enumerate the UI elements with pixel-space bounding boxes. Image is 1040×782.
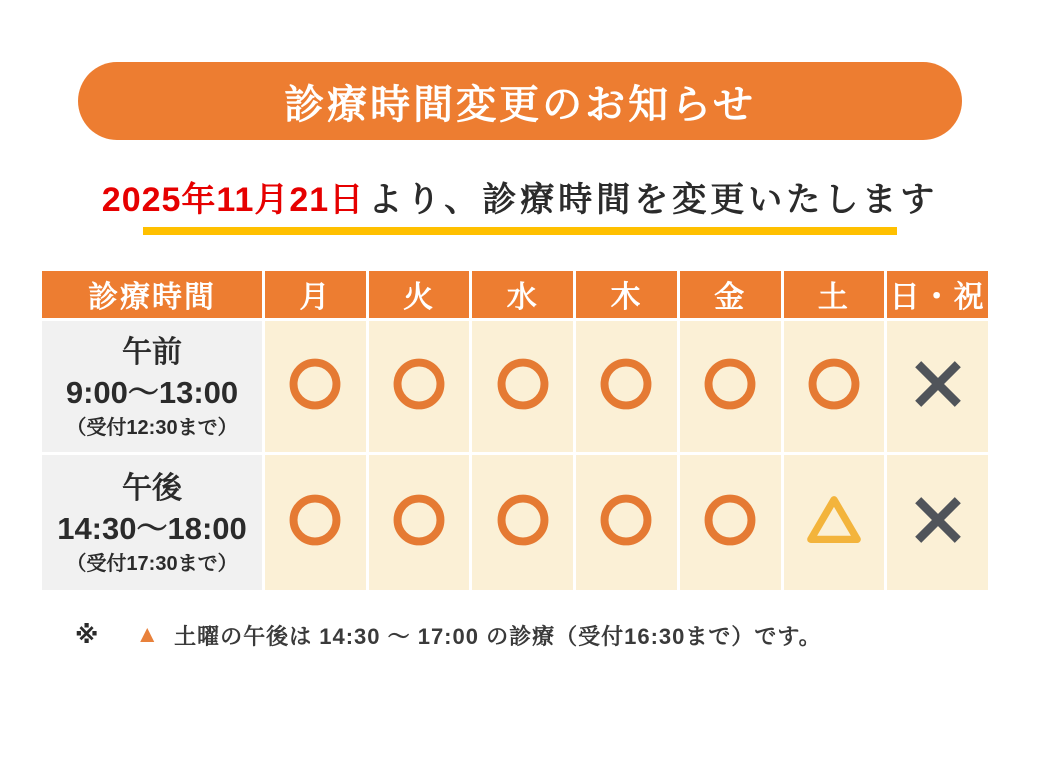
header-cell-thu xyxy=(576,271,677,318)
circle-icon xyxy=(391,492,447,553)
table-cell xyxy=(369,321,470,452)
table-cell xyxy=(472,455,573,590)
table-cell xyxy=(265,455,366,590)
triangle-icon xyxy=(805,491,863,554)
circle-icon xyxy=(806,356,862,417)
day-label: 月 xyxy=(299,281,332,315)
effective-date: 2025年11月21日 xyxy=(101,181,365,219)
row-time: 9:00〜13:00 xyxy=(65,375,239,411)
header-cell-label xyxy=(42,271,262,318)
row-time: 14:30〜18:00 xyxy=(57,511,247,547)
clinic-hours-notice xyxy=(0,62,1040,782)
header-cell-sat xyxy=(784,271,885,318)
table-cell xyxy=(680,321,781,452)
subtitle xyxy=(0,180,1040,235)
circle-icon xyxy=(598,492,654,553)
table-cell xyxy=(576,455,677,590)
circle-icon xyxy=(598,356,654,417)
day-label: 土 xyxy=(817,281,850,315)
circle-icon xyxy=(702,356,758,417)
table-cell xyxy=(369,455,470,590)
reference-mark: ※ xyxy=(75,621,100,649)
header-cell-fri xyxy=(680,271,781,318)
row-label-afternoon xyxy=(42,455,262,590)
row-label-morning xyxy=(42,321,262,452)
table-cell xyxy=(680,455,781,590)
row-name: 午後 xyxy=(122,471,182,505)
cross-icon xyxy=(911,493,965,552)
row-name: 午前 xyxy=(122,335,182,369)
table-cell xyxy=(887,321,988,452)
hours-table xyxy=(42,271,988,590)
header-cell-sun-holiday xyxy=(887,271,988,318)
subtitle-underline xyxy=(143,227,897,235)
table-cell xyxy=(784,455,885,590)
table-cell xyxy=(576,321,677,452)
table-cell xyxy=(265,321,366,452)
circle-icon xyxy=(495,356,551,417)
circle-icon xyxy=(702,492,758,553)
table-cell xyxy=(887,455,988,590)
circle-icon xyxy=(287,492,343,553)
circle-icon xyxy=(287,356,343,417)
day-label: 火 xyxy=(403,281,436,315)
row-reception-note: （受付12:30まで） xyxy=(66,416,238,439)
table-cell xyxy=(784,321,885,452)
row-reception-note: （受付17:30まで） xyxy=(66,552,238,575)
title-banner xyxy=(78,62,962,140)
header-cell-mon xyxy=(265,271,366,318)
footnote-text: 土曜の午後は 14:30 〜 17:00 の診療（受付16:30まで）です。 xyxy=(174,623,822,649)
header-cell-wed xyxy=(472,271,573,318)
circle-icon xyxy=(495,492,551,553)
header-cell-tue xyxy=(369,271,470,318)
day-label: 日・祝 xyxy=(889,281,986,315)
page-title: 診療時間変更のお知らせ xyxy=(284,82,756,127)
circle-icon xyxy=(391,356,447,417)
cross-icon xyxy=(911,357,965,416)
day-label: 水 xyxy=(506,281,539,315)
filled-triangle-icon: ▲ xyxy=(135,621,161,649)
header-label: 診療時間 xyxy=(88,281,216,315)
subtitle-text: より、診療時間を変更いたします xyxy=(368,181,939,219)
footnote xyxy=(75,620,1040,651)
table-cell xyxy=(472,321,573,452)
day-label: 木 xyxy=(610,281,643,315)
day-label: 金 xyxy=(714,281,747,315)
